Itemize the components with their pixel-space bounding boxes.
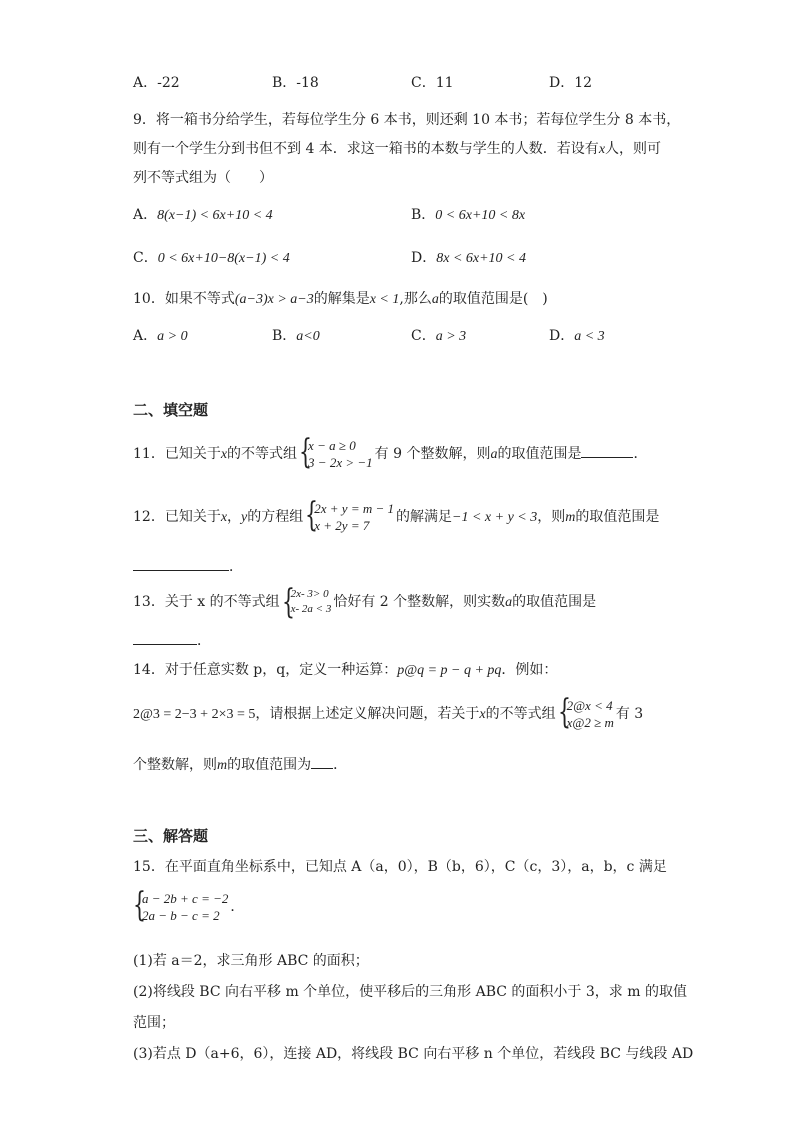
- section-heading-solve: 三、解答题: [133, 827, 209, 845]
- q15-equation-system: { a − 2b + c = −2 2a − b − c = 2: [133, 885, 229, 925]
- q13-inequality-system: { 2x- 3> 0 x- 2a < 3: [281, 582, 332, 622]
- q9-option-c: C．0 < 6x+10−8(x−1) < 4: [133, 250, 290, 266]
- q13-answer-line: ．: [133, 630, 211, 650]
- q8-option-c: C．11: [411, 75, 454, 91]
- q10-stem: 10．如果不等式(a−3)x > a−3的解集是x < 1,那么a的取值范围是( ): [133, 291, 548, 307]
- q8-option-a: A．-22: [133, 75, 180, 91]
- section-heading-fill-in: 二、填空题: [133, 401, 209, 419]
- q9-stem-line2: 则有一个学生分到书但不到 4 本．求这一箱书的本数与学生的人数．若设有x人，则可: [133, 141, 662, 157]
- q9-stem-line3: 列不等式组为（ ）: [133, 170, 273, 186]
- q12-equation-system: { 2x + y = m − 1 x + 2y = 7: [305, 495, 395, 535]
- q14-line3: 个整数解，则m的取值范围为 ．: [133, 754, 347, 775]
- q8-option-d: D．12: [549, 75, 593, 91]
- q15-part2-line1: (2)将线段 BC 向右平移 m 个单位，使平移后的三角形 ABC 的面积小于 3，求 m 的取值: [133, 984, 687, 1000]
- q15-stem-line1: 15．在平面直角坐标系中，已知点 A（a，0），B（b，6），C（c，3），a，b，c 满足: [133, 859, 667, 875]
- q10-option-c: C．a > 3: [411, 328, 467, 344]
- q13-answer-blank[interactable]: [133, 630, 197, 645]
- q15-part1: (1)若 a＝2，求三角形 ABC 的面积；: [133, 953, 369, 969]
- q11-inequality-system: { x − a ≥ 0 3 − 2x > −1: [299, 432, 373, 472]
- q15-part2-line2: 范围；: [133, 1015, 175, 1031]
- q9-option-d: D．8x < 6x+10 < 4: [411, 250, 527, 266]
- q12-answer-blank[interactable]: [133, 556, 229, 571]
- q10-option-a: A．a > 0: [133, 328, 188, 344]
- q9-stem-line1: 9．将一箱书分给学生，若每位学生分 6 本书，则还剩 10 本书；若每位学生分 8 本书，: [133, 112, 681, 128]
- q8-option-b: B．-18: [272, 75, 319, 91]
- q11: 11．已知关于x的不等式组 { x − a ≥ 0 3 − 2x > −1 有 9 个整数解，则a的取值范围是 ．: [133, 432, 648, 472]
- q9-option-b: B．0 < 6x+10 < 8x: [411, 207, 526, 223]
- q10-option-b: B．a<0: [272, 328, 320, 344]
- q9-option-a: A．8(x−1) < 6x+10 < 4: [133, 207, 273, 223]
- q15-part3: (3)若点 D（a+6，6），连接 AD，将线段 BC 向右平移 n 个单位，若线段 BC 与线段 AD: [133, 1046, 694, 1062]
- q14-answer-blank[interactable]: [311, 754, 333, 769]
- q12-answer-line: ．: [133, 556, 243, 576]
- q14-inequality-system: { 2@x < 4 x@2 ≥ m: [557, 692, 614, 732]
- q14-line1: 14．对于任意实数 p，q，定义一种运算：p@q = p − q + pq．例如：: [133, 662, 558, 678]
- q14-line2: 2@3 = 2−3 + 2×3 = 5，请根据上述定义解决问题，若关于x的不等式组 { 2@x < 4 x@2 ≥ m 有 3: [133, 692, 644, 732]
- q15-equation-line: { a − 2b + c = −2 2a − b − c = 2 ．: [133, 885, 245, 925]
- q12: 12．已知关于x，y的方程组 { 2x + y = m − 1 x + 2y = 7 的解满足−1 < x + y < 3，则m的取值范围是: [133, 495, 660, 535]
- q11-answer-blank[interactable]: [581, 443, 633, 458]
- q10-option-d: D．a < 3: [549, 328, 605, 344]
- q13: 13．关于 x 的不等式组 { 2x- 3> 0 x- 2a < 3 恰好有 2 个整数解，则实数a的取值范围是: [133, 582, 597, 622]
